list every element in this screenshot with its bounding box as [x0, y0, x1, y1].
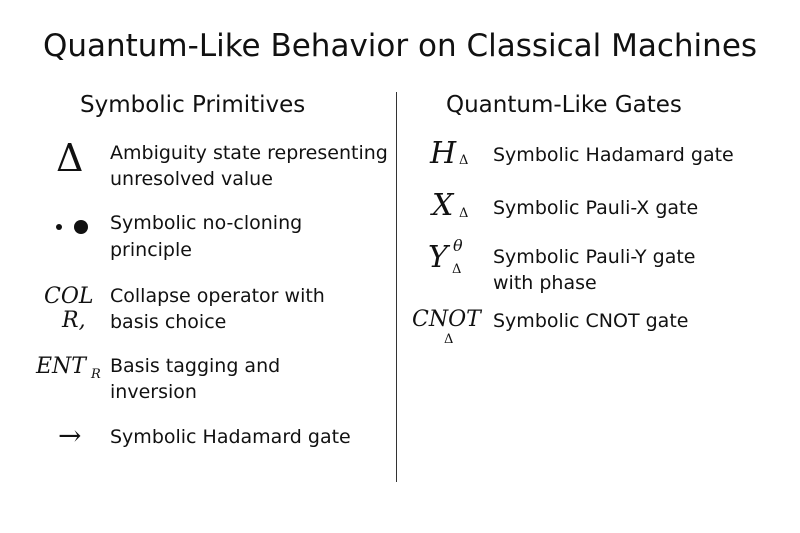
primitive-collapse-line2: basis choice [110, 311, 227, 333]
symbolic-primitives-heading: Symbolic Primitives [80, 92, 306, 118]
y-superscript: θ [453, 236, 463, 255]
primitive-arrow-line1: Symbolic Hadamard gate [110, 426, 351, 448]
ent-symbol: ENT [36, 354, 86, 379]
h-subscript: Δ [459, 153, 469, 168]
page-title: Quantum-Like Behavior on Classical Machines [42, 28, 758, 64]
cnot-symbol: CNOT [412, 307, 481, 332]
column-divider [396, 92, 397, 482]
gate-pauli-x-label: Symbolic Pauli-X gate [493, 197, 699, 219]
x-subscript: Δ [459, 206, 469, 221]
primitive-no-cloning-line1: Symbolic no-cloning [110, 212, 303, 234]
x-symbol: X [432, 188, 454, 223]
delta-symbol: Δ [56, 136, 84, 180]
col-r-symbol: R, [62, 308, 86, 333]
right-arrow-icon: → [58, 419, 82, 452]
primitive-basis-tagging-line1: Basis tagging and [110, 355, 281, 377]
ent-subscript: R [91, 367, 101, 382]
primitive-no-cloning-line2: principle [110, 239, 192, 261]
primitive-ambiguity-line1: Ambiguity state representing [110, 142, 388, 164]
gate-pauli-y-line1: Symbolic Pauli-Y gate [493, 246, 696, 268]
gate-cnot-label: Symbolic CNOT gate [493, 310, 689, 332]
primitive-basis-tagging-line2: inversion [110, 381, 197, 403]
h-symbol: H [430, 136, 457, 171]
primitive-collapse-line1: Collapse operator with [110, 285, 325, 307]
small-dot-icon [56, 224, 62, 230]
col-symbol: COL [44, 284, 94, 309]
large-dot-icon [74, 220, 88, 234]
gate-pauli-y-line2: with phase [493, 272, 597, 294]
y-symbol: Y [428, 240, 448, 275]
y-subscript: Δ [452, 262, 462, 277]
cnot-subscript: Δ [444, 332, 454, 347]
gate-hadamard-label: Symbolic Hadamard gate [493, 144, 734, 166]
primitive-ambiguity-line2: unresolved value [110, 168, 273, 190]
quantum-like-gates-heading: Quantum-Like Gates [446, 92, 682, 118]
